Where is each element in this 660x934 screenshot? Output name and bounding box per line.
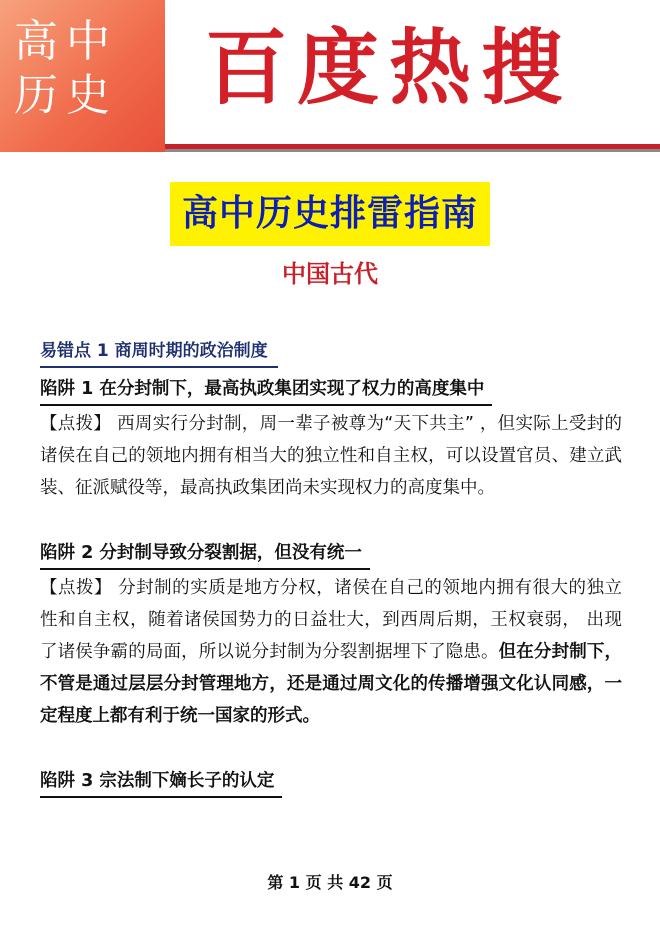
badge-line-1: 高中 bbox=[14, 16, 118, 67]
hint-emphasis: 但在分封制下，不管是通过层层分封管理地方，还是通过周文化的传播增强文化认同感，一定程度上都有利于统一国家的形式。 bbox=[40, 642, 622, 726]
page-title: 高中历史排雷指南 bbox=[170, 182, 490, 246]
badge-line-2: 历史 bbox=[14, 70, 118, 121]
banner-divider-grey bbox=[165, 149, 660, 152]
hint-text: 分封制的实质是地方分权，诸侯在自己的领地内拥有很大的独立性和自主权，随着诸侯国势力的日益壮大，到西周后期，王权衰弱， 出现了诸侯争霸的局面，所以说分封制为分裂割据埋下了隐患。 bbox=[40, 578, 623, 662]
trap-explanation bbox=[40, 408, 622, 504]
hint-tag: 【点拨】 bbox=[40, 414, 112, 434]
banner-title: 百度热搜 bbox=[205, 21, 574, 116]
trap-title: 陷阱 3 宗法制下嫡长子的认定 bbox=[40, 766, 282, 798]
header-banner bbox=[0, 0, 660, 152]
hint-text: 西周实行分封制，周一辈子被尊为“天下共主” ，但实际上受封的诸侯在自己的领地内拥有相当大的独立性和自主权，可以设置官员、建立武装、征派赋役等，最高执政集团尚未实现权力的高度集中。 bbox=[40, 414, 622, 498]
trap-title: 陷阱 2 分封制导致分裂割据，但没有统一 bbox=[40, 538, 370, 570]
trap-3 bbox=[40, 760, 622, 798]
trap-2 bbox=[40, 532, 622, 732]
hint-tag: 【点拨】 bbox=[40, 578, 113, 598]
trap-title: 陷阱 1 在分封制下，最高执政集团实现了权力的高度集中 bbox=[40, 374, 492, 406]
page-subtitle: 中国古代 bbox=[282, 260, 378, 288]
page-number: 第 1 页 共 42 页 bbox=[267, 873, 393, 892]
section-heading: 易错点 1 商周时期的政治制度 bbox=[40, 336, 278, 368]
trap-1 bbox=[40, 368, 622, 504]
trap-explanation bbox=[40, 572, 622, 732]
subject-badge bbox=[0, 0, 165, 152]
document-body bbox=[40, 336, 622, 798]
